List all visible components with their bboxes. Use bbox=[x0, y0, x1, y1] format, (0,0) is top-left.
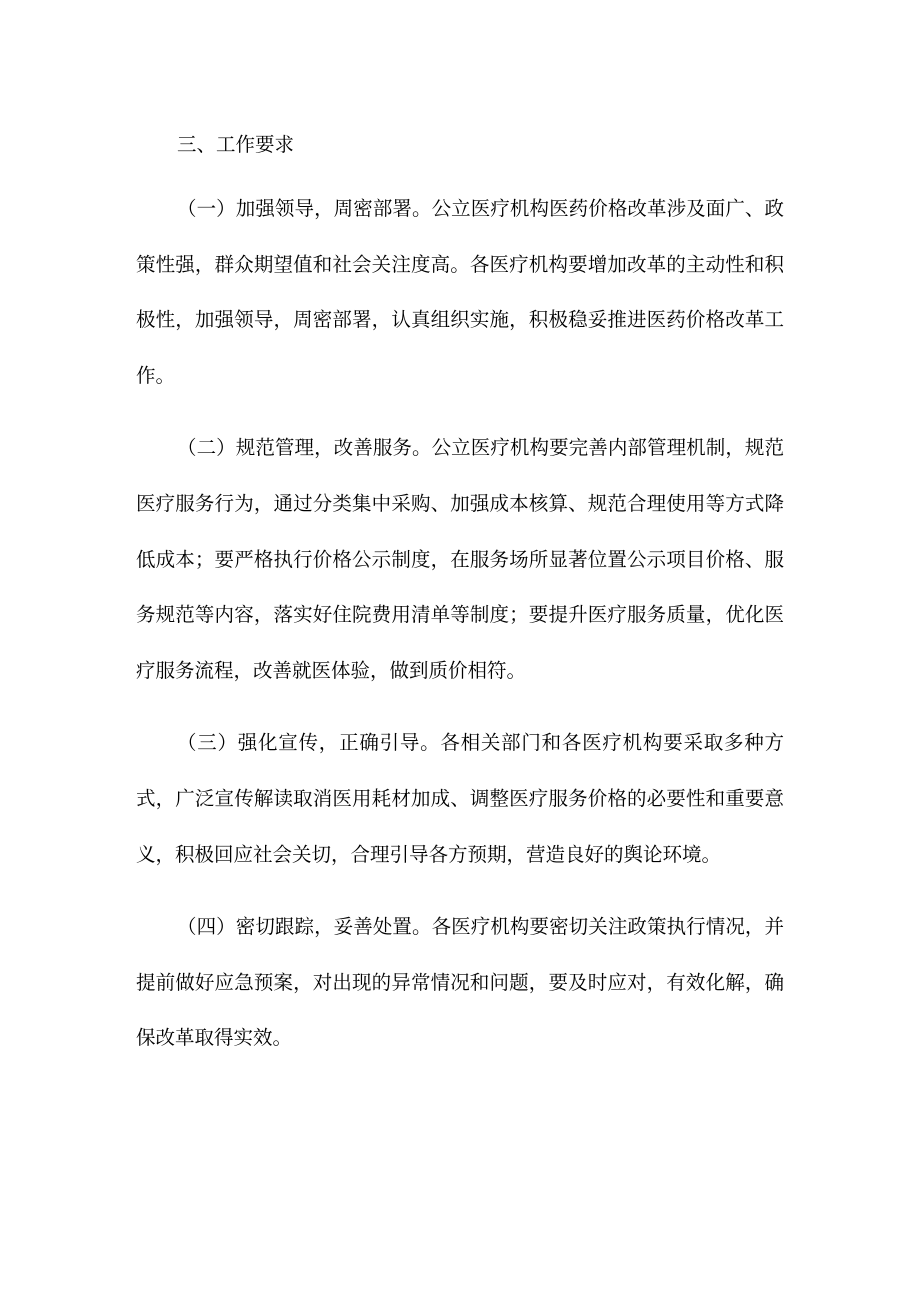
paragraph-management: （二）规范管理，改善服务。公立医疗机构要完善内部管理机制，规范医疗服务行为，通过分类集中采购、加强成本核算、规范合理使用等方式降低成本；要严格执行价格公示制度，在服务场所显著位置公示项目价格、服务规范等内容，落实好住院费用清单等制度；要提升医疗服务质量，优化医疗服务流程，改善就医体验，做到质价相符。 bbox=[136, 436, 784, 682]
section-heading: 三、工作要求 bbox=[177, 133, 295, 156]
paragraph-publicity: （三）强化宣传，正确引导。各相关部门和各医疗机构要采取多种方式，广泛宣传解读取消医用耗材加成、调整医疗服务价格的必要性和重要意义，积极回应社会关切，合理引导各方预期，营造良好的舆论环境。 bbox=[136, 731, 784, 866]
paragraph-leadership: （一）加强领导，周密部署。公立医疗机构医药价格改革涉及面广、政策性强，群众期望值和社会关注度高。各医疗机构要增加改革的主动性和积极性，加强领导，周密部署，认真组织实施，积极稳妥推进医药价格改革工作。 bbox=[136, 197, 784, 387]
paragraph-tracking: （四）密切跟踪，妥善处置。各医疗机构要密切关注政策执行情况，并提前做好应急预案，对出现的异常情况和问题，要及时应对，有效化解，确保改革取得实效。 bbox=[136, 915, 784, 1050]
document-body bbox=[136, 126, 784, 1066]
